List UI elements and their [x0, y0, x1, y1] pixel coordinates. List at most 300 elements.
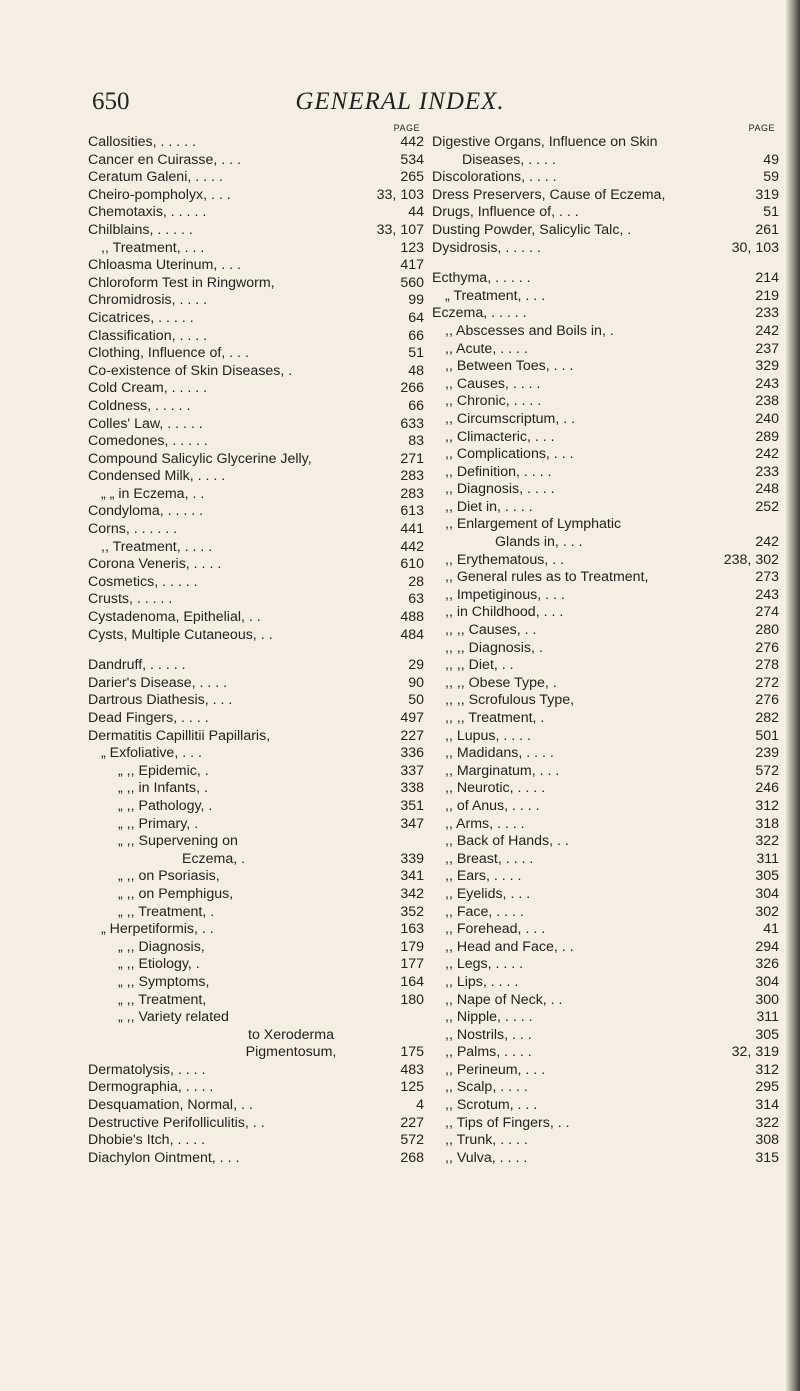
index-page-ref: 266 — [400, 380, 424, 397]
index-term: ,, Perineum, . . . — [445, 1061, 546, 1078]
index-entry — [88, 692, 424, 710]
index-term: ,, Complications, . . . — [445, 446, 574, 463]
index-term: Dusting Powder, Salicylic Talc, . — [432, 221, 632, 238]
index-entry — [88, 1062, 424, 1080]
index-entry — [432, 710, 779, 728]
index-page-ref: 441 — [400, 521, 424, 538]
index-page-ref: 163 — [400, 921, 424, 938]
index-entry — [432, 1097, 779, 1115]
index-entry — [88, 275, 424, 293]
index-page-ref: 33, 107 — [376, 221, 424, 238]
index-term: ,, Back of Hands, . . — [445, 833, 569, 850]
index-page-ref: 442 — [400, 134, 424, 150]
index-entry — [432, 358, 779, 376]
index-term: ,, Arms, . . . . — [445, 815, 525, 832]
index-entry — [432, 745, 779, 763]
index-entry — [432, 1009, 779, 1027]
index-entry — [88, 745, 424, 763]
index-entry — [88, 328, 424, 346]
index-page-ref: 237 — [755, 340, 779, 357]
index-term: ,, Face, . . . . — [445, 903, 524, 920]
index-page-ref: 240 — [755, 410, 779, 427]
index-entry — [432, 798, 779, 816]
index-page-ref: 329 — [755, 358, 779, 375]
index-term: ,, Abscesses and Boils in, . — [445, 322, 614, 339]
index-entry — [432, 780, 779, 798]
index-entry — [88, 816, 424, 834]
index-page-ref: 64 — [408, 309, 424, 326]
index-term: ,, General rules as to Treatment, — [445, 569, 649, 586]
index-entry — [88, 416, 424, 434]
index-term: Darier's Disease, . . . . — [88, 674, 228, 691]
index-entry — [88, 468, 424, 486]
index-page-ref: 51 — [408, 345, 424, 362]
index-page-ref: 305 — [755, 868, 779, 885]
index-page-ref: 308 — [755, 1132, 779, 1149]
index-term: „ ,, in Infants, . — [118, 780, 208, 797]
index-entry — [432, 1132, 779, 1150]
index-page-ref: 280 — [755, 622, 779, 639]
index-page-ref: 261 — [755, 221, 779, 238]
index-term: ,, Lips, . . . . — [445, 973, 519, 990]
index-entry — [432, 516, 779, 534]
index-term: Cicatrices, . . . . . — [88, 309, 194, 326]
index-term: ,, Causes, . . . . — [445, 375, 541, 392]
index-entry — [88, 956, 424, 974]
index-entry — [432, 376, 779, 394]
index-page-ref: 51 — [763, 204, 779, 221]
index-entry — [432, 728, 779, 746]
index-entry — [88, 503, 424, 521]
index-term: Dandruff, . . . . . — [88, 657, 186, 674]
index-entry — [432, 1150, 779, 1168]
index-entry — [88, 904, 424, 922]
index-term: „ ,, Treatment, — [118, 991, 207, 1008]
index-term: „ ,, on Psoriasis, — [118, 868, 220, 885]
index-page-ref: 4 — [416, 1097, 424, 1114]
index-term: ,, Trunk, . . . . — [445, 1132, 528, 1149]
index-page-ref: 560 — [400, 274, 424, 291]
index-entry — [88, 134, 424, 152]
index-page-ref: 341 — [400, 868, 424, 885]
index-term: „ ,, Symptoms, — [118, 973, 210, 990]
index-page-ref: 242 — [755, 446, 779, 463]
page-number: 650 — [92, 88, 130, 115]
index-term: Cold Cream, . . . . . — [88, 380, 208, 397]
index-page-ref: 304 — [755, 973, 779, 990]
index-page-ref: 322 — [755, 833, 779, 850]
index-entry — [432, 499, 779, 517]
index-page-ref: 339 — [400, 850, 424, 867]
index-entry — [432, 833, 779, 851]
index-entry — [88, 675, 424, 693]
index-entry — [88, 152, 424, 170]
index-page-ref: 352 — [400, 903, 424, 920]
index-term: Cancer en Cuirasse, . . . — [88, 151, 241, 168]
index-page-ref: 417 — [400, 257, 424, 274]
index-page-ref: 83 — [408, 433, 424, 450]
index-term: Eczema, . . . . . — [432, 305, 527, 322]
index-entry — [88, 763, 424, 781]
index-page-ref: 311 — [756, 850, 779, 867]
index-entry — [432, 974, 779, 992]
index-entry — [432, 851, 779, 869]
index-entry — [432, 956, 779, 974]
index-page-ref: 164 — [400, 973, 424, 990]
index-entry — [88, 292, 424, 310]
index-page-ref: 572 — [400, 1132, 424, 1149]
index-entry — [88, 451, 424, 469]
index-term: ,, Vulva, . . . . — [445, 1149, 528, 1166]
index-entry — [88, 1132, 424, 1150]
index-term: ,, Breast, . . . . — [445, 850, 534, 867]
index-page-ref: 177 — [400, 956, 424, 973]
index-term: Drugs, Influence of, . . . — [432, 204, 579, 221]
index-term: ,, Enlargement of Lymphatic — [445, 516, 622, 533]
index-entry — [88, 851, 424, 869]
index-page-ref: 613 — [400, 503, 424, 520]
index-term: „ ,, Etiology, . — [118, 956, 200, 973]
index-page-ref: 347 — [400, 815, 424, 832]
index-entry — [88, 833, 424, 851]
index-page-ref: 29 — [408, 657, 424, 674]
index-page-ref: 272 — [755, 674, 779, 691]
index-page-ref: 484 — [400, 626, 424, 643]
index-term: ,, Diagnosis, . . . . — [445, 481, 555, 498]
index-term: Cosmetics, . . . . . — [88, 573, 198, 590]
scanned-page-edge — [786, 0, 800, 1391]
index-term: ,, Legs, . . . . — [445, 956, 524, 973]
index-term: ,, ,, Scrofulous Type, — [445, 692, 575, 709]
index-page-ref: 322 — [755, 1114, 779, 1131]
index-entry — [88, 886, 424, 904]
index-page-ref: 246 — [755, 780, 779, 797]
index-page-ref: 252 — [755, 498, 779, 515]
index-page-ref: 32, 319 — [731, 1044, 779, 1061]
index-term: Co-existence of Skin Diseases, . — [88, 362, 293, 379]
index-entry — [432, 675, 779, 693]
index-term: „ Treatment, . . . — [445, 287, 546, 304]
index-entry — [432, 1027, 779, 1045]
index-entry — [88, 921, 424, 939]
index-entry — [88, 169, 424, 187]
index-entry — [88, 657, 424, 675]
index-term: Dermatitis Capillitii Papillaris, — [88, 727, 271, 744]
index-entry — [432, 1044, 779, 1062]
index-page-ref: 273 — [755, 569, 779, 586]
index-page-ref: 312 — [755, 1061, 779, 1078]
index-term: Ecthyma, . . . . . — [432, 270, 531, 287]
index-term: Chloasma Uterinum, . . . — [88, 257, 241, 274]
index-page-ref: 180 — [400, 991, 424, 1008]
index-page-ref: 319 — [755, 186, 779, 203]
index-term: to Xeroderma — [248, 1026, 334, 1043]
index-page-ref: 233 — [755, 305, 779, 322]
index-term: „ ,, on Pemphigus, — [118, 885, 234, 902]
index-page-ref: 49 — [763, 151, 779, 168]
index-page-ref: 274 — [755, 604, 779, 621]
index-page-ref: 483 — [400, 1061, 424, 1078]
index-page-ref: 312 — [755, 797, 779, 814]
index-page-ref: 123 — [400, 239, 424, 256]
index-entry — [432, 868, 779, 886]
index-entry — [88, 591, 424, 609]
index-entry — [432, 464, 779, 482]
index-term: Dartrous Diathesis, . . . — [88, 692, 233, 709]
index-term: ,, Forehead, . . . — [445, 921, 546, 938]
index-term: ,, ,, Diet, . . — [445, 657, 514, 674]
index-entry — [88, 710, 424, 728]
index-entry — [432, 134, 779, 152]
index-entry — [88, 868, 424, 886]
index-page-ref: 276 — [755, 639, 779, 656]
index-page-ref: 214 — [755, 270, 779, 287]
index-page-ref: 338 — [400, 780, 424, 797]
index-term: Diachylon Ointment, . . . — [88, 1149, 240, 1166]
index-page-ref: 125 — [400, 1079, 424, 1096]
index-page-ref: 271 — [400, 450, 424, 467]
index-entry — [88, 539, 424, 557]
index-page-ref: 305 — [755, 1026, 779, 1043]
index-page-ref: 99 — [408, 292, 424, 309]
index-term: Eczema, . — [182, 850, 246, 867]
index-page-ref: 242 — [755, 534, 779, 551]
index-page-ref: 243 — [755, 586, 779, 603]
index-entry — [88, 992, 424, 1010]
index-entry — [432, 1115, 779, 1133]
index-entry — [432, 169, 779, 187]
index-term: Dhobie's Itch, . . . . — [88, 1132, 206, 1149]
index-term: Chromidrosis, . . . . — [88, 292, 208, 309]
index-page-ref: 315 — [755, 1149, 779, 1166]
index-term: ,, Treatment, . . . . — [101, 538, 213, 555]
index-term: Dead Fingers, . . . . — [88, 710, 209, 726]
index-term: Coldness, . . . . . — [88, 397, 191, 414]
index-term: ,, Scrotum, . . . — [445, 1097, 538, 1114]
index-entry — [88, 257, 424, 275]
index-entry — [432, 323, 779, 341]
index-column-right — [432, 122, 779, 1167]
index-term: Crusts, . . . . . — [88, 591, 173, 608]
index-term: Glands in, . . . — [495, 534, 583, 551]
index-term: Cheiro-pompholyx, . . . — [88, 186, 231, 203]
index-term: „ ,, Diagnosis, — [118, 938, 205, 955]
index-page-ref: 66 — [408, 327, 424, 344]
index-page-ref: 90 — [408, 674, 424, 691]
index-term: Ceratum Galeni, . . . . — [88, 169, 223, 186]
index-term: Digestive Organs, Influence on Skin — [432, 134, 658, 150]
index-entry — [432, 587, 779, 605]
index-entry — [88, 609, 424, 627]
index-entry — [88, 1115, 424, 1133]
index-page-ref: 66 — [408, 397, 424, 414]
index-entry — [432, 992, 779, 1010]
index-page-ref: 572 — [755, 762, 779, 779]
index-term: Dermographia, . . . . — [88, 1079, 214, 1096]
index-entry — [432, 270, 779, 288]
index-entry — [432, 1062, 779, 1080]
index-entry — [432, 939, 779, 957]
index-entry — [88, 798, 424, 816]
index-term: ,, ,, Causes, . . — [445, 622, 537, 639]
index-entry — [88, 345, 424, 363]
index-entry — [432, 152, 779, 170]
index-term: ,, Definition, . . . . — [445, 463, 552, 480]
index-term: Clothing, Influence of, . . . — [88, 345, 249, 362]
index-entry — [432, 569, 779, 587]
page-column-label: PAGE — [393, 123, 420, 133]
index-page-ref: 268 — [400, 1149, 424, 1166]
page-column-label: PAGE — [748, 123, 775, 133]
index-entry — [432, 288, 779, 306]
index-entry — [432, 411, 779, 429]
index-page-ref: 239 — [755, 745, 779, 762]
index-entry — [88, 521, 424, 539]
index-page-ref: 311 — [756, 1009, 779, 1026]
index-entry — [88, 1079, 424, 1097]
index-term: ,, Acute, . . . . — [445, 340, 528, 357]
index-entry — [432, 222, 779, 240]
index-entry — [88, 1150, 424, 1168]
index-entry — [432, 657, 779, 675]
index-term: „ ,, Variety related — [118, 1009, 229, 1026]
index-term: Colles' Law, . . . . . — [88, 415, 203, 432]
index-entry — [432, 622, 779, 640]
index-entry — [88, 974, 424, 992]
index-entry — [88, 486, 424, 504]
index-term: ,, Erythematous, . . — [445, 551, 565, 568]
index-term: „ Exfoliative, . . . — [101, 745, 202, 762]
index-page-ref: 633 — [400, 415, 424, 432]
index-term: Comedones, . . . . . — [88, 433, 208, 450]
index-entry — [432, 481, 779, 499]
running-title: GENERAL INDEX. — [295, 88, 505, 115]
index-entry — [432, 446, 779, 464]
index-term: Destructive Perifolliculitis, . . — [88, 1114, 265, 1131]
index-page-ref: 342 — [400, 885, 424, 902]
index-entry — [432, 305, 779, 323]
index-entry — [432, 921, 779, 939]
index-page-ref: 337 — [400, 762, 424, 779]
index-term: „ ,, Supervening on — [118, 833, 238, 850]
index-term: ,, Chronic, . . . . — [445, 393, 542, 410]
index-entry — [432, 763, 779, 781]
index-page-ref: 294 — [755, 938, 779, 955]
index-entry — [88, 939, 424, 957]
index-page-ref: 242 — [755, 322, 779, 339]
index-term: Cystadenoma, Epithelial, . . — [88, 609, 261, 626]
index-term: ,, ,, Diagnosis, . — [445, 639, 543, 656]
index-entry — [432, 604, 779, 622]
index-page-ref: 283 — [400, 485, 424, 502]
index-entry — [88, 310, 424, 328]
index-term: ,, Madidans, . . . . — [445, 745, 554, 762]
index-term: Condyloma, . . . . . — [88, 503, 204, 520]
index-term: ,, Treatment, . . . — [101, 239, 205, 256]
index-page-ref: 227 — [400, 1114, 424, 1131]
index-term: Chemotaxis, . . . . . — [88, 204, 207, 221]
index-page-ref: 318 — [755, 815, 779, 832]
index-entry — [88, 574, 424, 592]
index-page-ref: 336 — [400, 745, 424, 762]
index-entry — [432, 429, 779, 447]
index-page-ref: 175 — [400, 1044, 424, 1061]
index-entry — [432, 187, 779, 205]
index-page-ref: 278 — [755, 657, 779, 674]
index-page-ref: 276 — [755, 692, 779, 709]
index-term: Callosities, . . . . . — [88, 134, 197, 150]
index-term: ,, Tips of Fingers, . . — [445, 1114, 570, 1131]
index-term: Dermatolysis, . . . . — [88, 1061, 206, 1078]
index-term: ,, Scalp, . . . . — [445, 1079, 528, 1096]
index-term: Chilblains, . . . . . — [88, 221, 193, 238]
index-term: Condensed Milk, . . . . — [88, 468, 226, 485]
index-entry — [432, 240, 779, 258]
index-entry — [88, 433, 424, 451]
index-term: „ Herpetiformis, . . — [101, 921, 214, 938]
index-term: ,, Palms, . . . . — [445, 1044, 532, 1061]
index-page-ref: 289 — [755, 428, 779, 445]
index-term: ,, Between Toes, . . . — [445, 358, 574, 375]
index-page-ref: 501 — [755, 727, 779, 744]
index-page-ref: 283 — [400, 468, 424, 485]
index-term: ,, Nostrils, . . . — [445, 1026, 532, 1043]
index-page-ref: 233 — [755, 463, 779, 480]
index-entry — [88, 1009, 424, 1027]
index-page-ref: 300 — [755, 991, 779, 1008]
index-page-ref: 304 — [755, 885, 779, 902]
index-entry — [432, 816, 779, 834]
index-term: Pigmentosum, — [245, 1044, 337, 1061]
index-entry — [432, 393, 779, 411]
index-term: Corns, . . . . . . — [88, 521, 178, 538]
index-entry — [88, 380, 424, 398]
index-term: Cysts, Multiple Cutaneous, . . — [88, 626, 273, 643]
index-entry — [432, 692, 779, 710]
index-term: ,, of Anus, . . . . — [445, 797, 540, 814]
index-entry — [88, 1044, 424, 1062]
index-term: Corona Veneris, . . . . — [88, 556, 222, 573]
index-term: „ ,, Epidemic, . — [118, 762, 209, 779]
index-term: ,, ,, Obese Type, . — [445, 674, 557, 691]
index-page-ref: 238 — [755, 393, 779, 410]
index-entry — [88, 1027, 424, 1045]
index-page-ref: 44 — [408, 204, 424, 221]
index-term: ,, in Childhood, . . . — [445, 604, 564, 621]
index-page-ref: 41 — [763, 921, 779, 938]
index-term: ,, Ears, . . . . — [445, 868, 522, 885]
index-page-ref: 534 — [400, 151, 424, 168]
index-term: „ ,, Pathology, . — [118, 797, 213, 814]
index-page-ref: 314 — [755, 1097, 779, 1114]
index-term: ,, Nape of Neck, . . — [445, 991, 563, 1008]
index-term: ,, Circumscriptum, . . — [445, 410, 576, 427]
index-entry — [88, 222, 424, 240]
index-entry — [88, 398, 424, 416]
index-entry — [432, 204, 779, 222]
index-term: Discolorations, . . . . — [432, 169, 557, 186]
index-term: ,, Eyelids, . . . — [445, 885, 531, 902]
index-term: ,, Nipple, . . . . — [445, 1009, 533, 1026]
index-term: Desquamation, Normal, . . — [88, 1097, 253, 1114]
index-term: „ ,, Primary, . — [118, 815, 199, 832]
index-term: ,, Climacteric, . . . — [445, 428, 555, 445]
index-page-ref: 248 — [755, 481, 779, 498]
index-entry — [88, 627, 424, 645]
index-term: ,, Neurotic, . . . . — [445, 780, 546, 797]
index-page-ref: 295 — [755, 1079, 779, 1096]
index-term: ,, Lupus, . . . . — [445, 727, 531, 744]
